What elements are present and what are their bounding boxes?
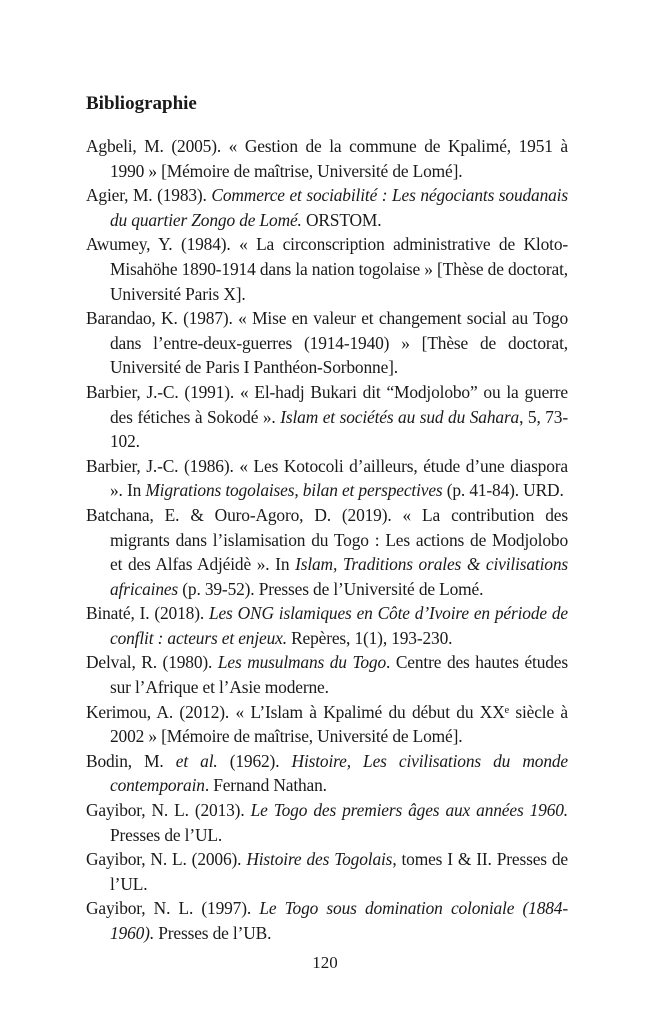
bibliography-entry <box>86 700 568 749</box>
bibliography-entry <box>86 798 568 847</box>
entry-text: Kerimou, A. (2012). « L’Islam à Kpalimé du début du XXᵉ siècle à 2002 » [Mémoire de maîtrise, Université de Lomé]. <box>86 701 568 747</box>
bibliography-entry <box>86 380 568 454</box>
bibliography-entry <box>86 232 568 306</box>
bibliography-entry <box>86 306 568 380</box>
entry-text: Batchana, E. & Ouro-Agoro, D. (2019). « La contribution des migrants dans l’islamisation du Togo : Les actions de Modjolobo et des Alfas Adjéidè ». In <box>86 504 568 575</box>
entry-title: Histoire des Togolais <box>246 849 393 870</box>
entry-text: Repères, 1(1), 193-230. <box>286 627 453 648</box>
entry-text: Bodin, M. <box>86 750 176 771</box>
bibliography-entry <box>86 896 568 945</box>
entry-text: Agier, M. (1983). <box>86 185 212 206</box>
entry-title: Histoire, Les civilisations du monde contemporain <box>110 750 568 796</box>
entry-text: Awumey, Y. (1984). « La circonscription administrative de Kloto-Misahöhe 1890-1914 dans la nation togolaise » [Thèse de doctorat, Université Paris X]. <box>86 234 568 304</box>
entry-etal: et al. <box>175 750 218 771</box>
entry-text: Agbeli, M. (2005). « Gestion de la commune de Kpalimé, 1951 à 1990 » [Mémoire de maîtrise, Université de Lomé]. <box>86 136 568 181</box>
bibliography-entry <box>86 454 568 503</box>
bibliography-entry <box>86 183 568 232</box>
entry-text: (p. 41-84). URD. <box>442 480 564 501</box>
entry-title: Le Togo sous domination coloniale (1884-1960). <box>110 898 568 943</box>
entry-text: ORSTOM. <box>301 209 382 230</box>
entry-text: Gayibor, N. L. (2013). <box>86 800 251 821</box>
section-heading: Bibliographie <box>86 93 197 114</box>
entry-text: (1962). <box>217 750 292 771</box>
entry-title: Le Togo des premiers âges aux années 1960. <box>250 800 568 821</box>
entry-title: Migrations togolaises, bilan et perspectives <box>145 480 443 501</box>
entry-text: Barbier, J.-C. (1986). « Les Kotocoli d’ailleurs, étude d’une diaspora ». In <box>86 455 568 501</box>
entry-text: Delval, R. (1980). <box>86 652 218 673</box>
entry-text: . Fernand Nathan. <box>204 775 327 796</box>
entry-text: Presses de l’UL. <box>110 824 223 845</box>
entry-text: Barandao, K. (1987). « Mise en valeur et changement social au Togo dans l’entre-deux-guerres (1914-1940) » [Thèse de doctorat, Université de Paris I Panthéon-Sorbonne]. <box>86 308 568 378</box>
bibliography-entry <box>86 134 568 183</box>
bibliography-entry <box>86 749 568 798</box>
bibliography-entry <box>86 847 568 896</box>
entry-title: Islam et sociétés au sud du Sahara <box>280 406 520 427</box>
bibliography-entry <box>86 650 568 699</box>
bibliography-list <box>86 134 568 946</box>
entry-title: Islam, Traditions orales & civilisations africaines <box>110 554 568 599</box>
entry-text: Gayibor, N. L. (2006). <box>86 849 247 870</box>
entry-text: . Centre des hautes études sur l’Afrique et l’Asie moderne. <box>110 652 568 698</box>
entry-text: Barbier, J.-C. (1991). « El-hadj Bukari dit “Modjolobo” ou la guerre des fétiches à Sokodé ». <box>86 381 568 427</box>
entry-text: Binaté, I. (2018). <box>86 603 209 624</box>
entry-title: Les ONG islamiques en Côte d’Ivoire en période de conflit : acteurs et enjeux. <box>110 603 568 648</box>
entry-text: , tomes I & II. Presses de l’UL. <box>110 849 569 894</box>
entry-text: Presses de l’UB. <box>154 923 272 943</box>
bibliography-entry <box>86 601 568 650</box>
page-number: 120 <box>312 953 338 972</box>
bibliography-entry <box>86 503 568 601</box>
entry-title: Commerce et sociabilité : Les négociants soudanais du quartier Zongo de Lomé. <box>110 185 568 230</box>
entry-text: (p. 39-52). Presses de l’Université de Lomé. <box>178 578 484 599</box>
entry-text: , 5, 73-102. <box>110 406 568 452</box>
entry-title: Les musulmans du Togo <box>217 652 387 673</box>
entry-text: Gayibor, N. L. (1997). <box>86 898 260 919</box>
